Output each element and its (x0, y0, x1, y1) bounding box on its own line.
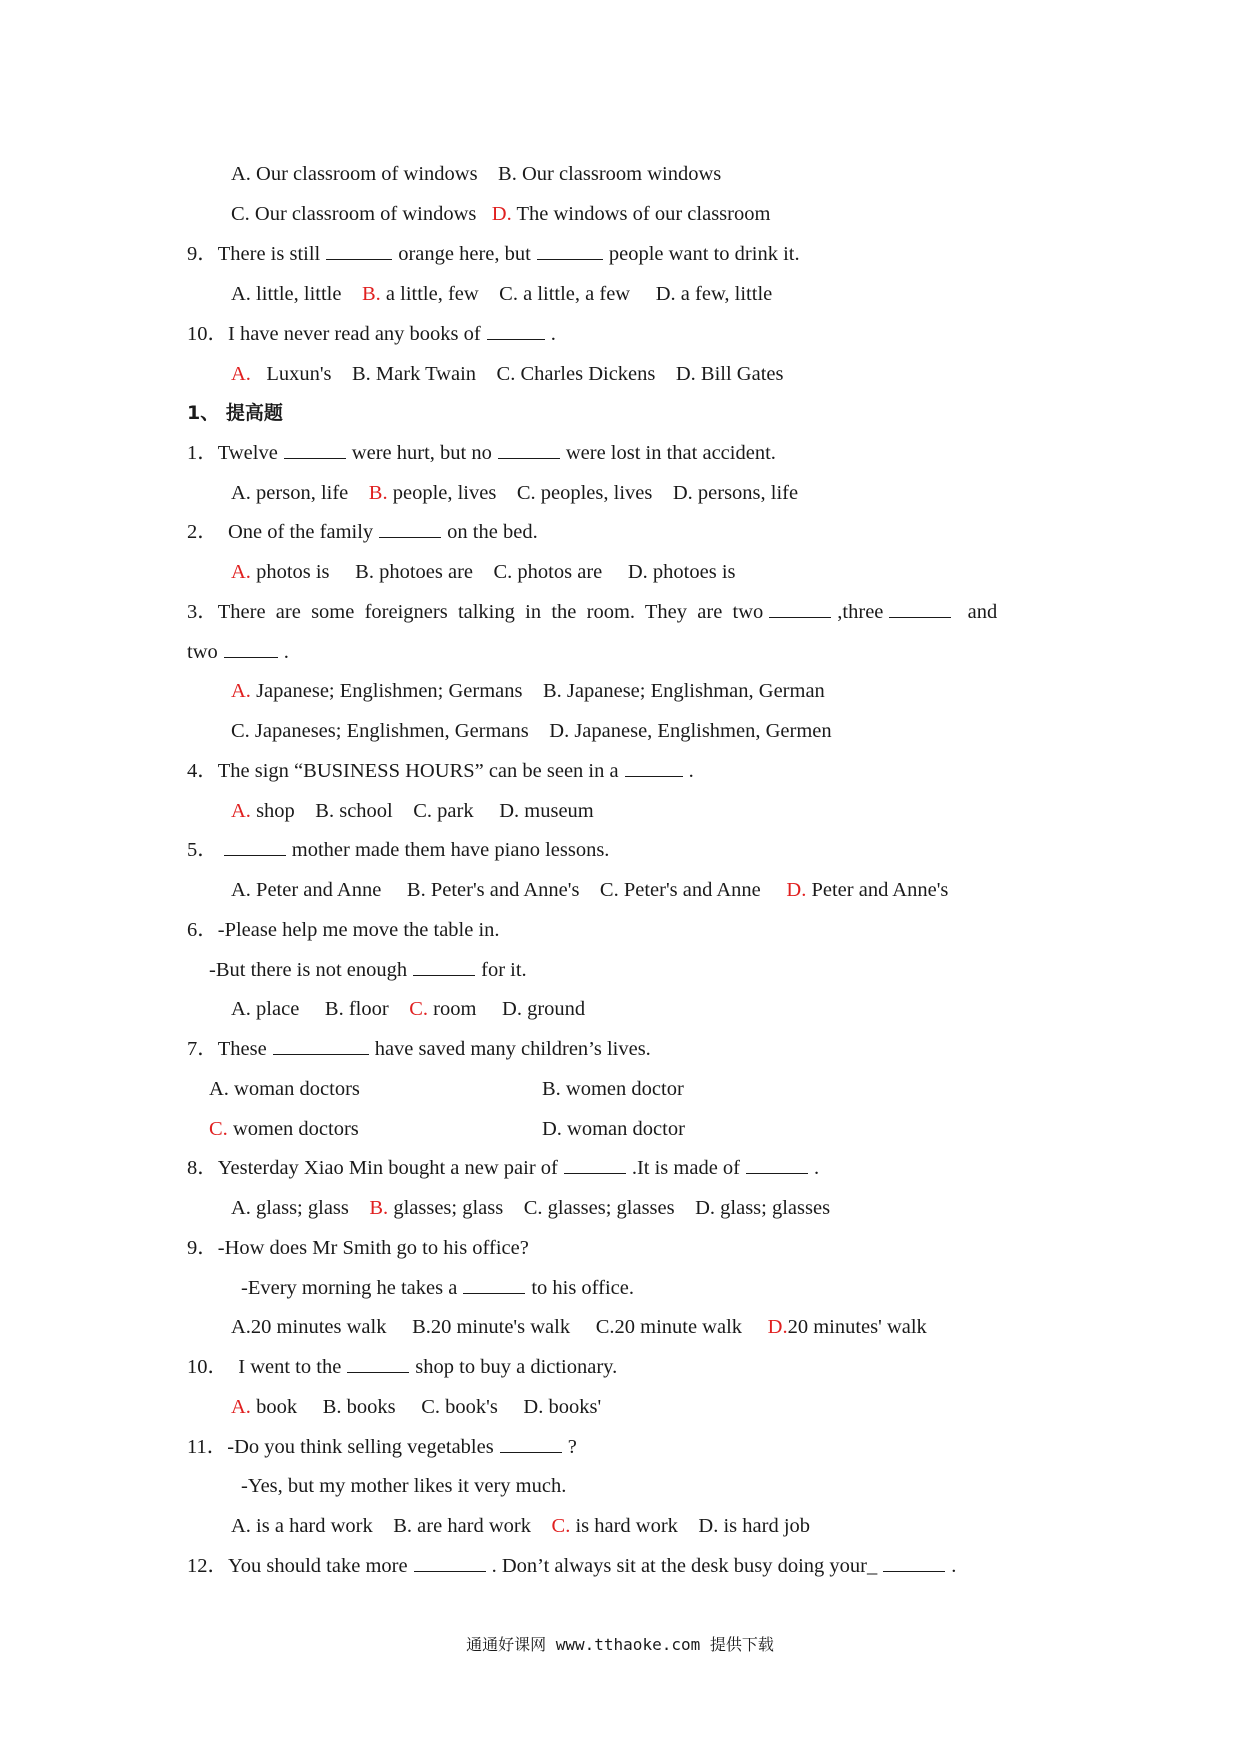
question-line (231, 281, 772, 307)
line-text: 6．-Please help me move the table in. (187, 919, 500, 941)
section-heading (187, 400, 283, 426)
question-line (187, 321, 556, 347)
line-text: people want to drink it. (608, 243, 800, 265)
line-text: 2． One of the family (187, 521, 374, 543)
question-line (231, 361, 784, 387)
line-text: to his office. (531, 1277, 634, 1299)
line-text: were hurt, but no (351, 442, 492, 464)
line-text: 8．Yesterday Xiao Min bought a new pair of (187, 1157, 558, 1179)
question-line (231, 877, 948, 903)
line-text: A. is a hard work B. are hard work (231, 1515, 552, 1537)
question-line (187, 1354, 617, 1380)
question-line (209, 1076, 360, 1102)
line-text: . (951, 1555, 957, 1577)
line-text: 9．There is still (187, 243, 321, 265)
line-text: A. Peter and Anne B. Peter's and Anne's C. Peter's and Anne (231, 879, 787, 901)
question-line (231, 1513, 810, 1539)
line-text: ,three (837, 601, 884, 623)
answer-blank (414, 1553, 486, 1572)
question-line (241, 1275, 634, 1301)
line-text: C. Japaneses; Englishmen, Germans D. Japanese, Englishmen, Germen (231, 720, 832, 742)
page-footer: 通通好课网 www.tthaoke.com 提供下载 (466, 1635, 774, 1654)
question-line (231, 161, 721, 187)
line-text: -Every morning he takes a (241, 1277, 458, 1299)
answer-blank (537, 241, 603, 260)
question-line (241, 1473, 566, 1499)
line-text: mother made them have piano lessons. (291, 839, 610, 861)
answer-blank (564, 1155, 626, 1174)
line-text: have saved many children’s lives. (374, 1038, 651, 1060)
line-text: 7．These (187, 1038, 267, 1060)
answer-blank (224, 639, 278, 658)
question-line (542, 1116, 685, 1142)
answer-key-letter: B. (361, 283, 381, 305)
line-text: 3．There are some foreigners talking in the room. They are two (187, 601, 764, 623)
answer-blank (347, 1354, 409, 1373)
answer-blank (273, 1036, 369, 1055)
line-text: A. person, life (231, 482, 369, 504)
line-text: people, lives C. peoples, lives D. persons, life (387, 482, 799, 504)
answer-blank (883, 1553, 945, 1572)
line-text: shop to buy a dictionary. (415, 1356, 618, 1378)
question-line (209, 957, 527, 983)
question-line (187, 917, 500, 943)
line-text: a little, few C. a little, a few D. a few, little (380, 283, 773, 305)
line-text: A. place B. floor (231, 998, 410, 1020)
line-text: . (688, 760, 694, 782)
line-text: A. Our classroom of windows B. Our classroom windows (231, 163, 722, 185)
question-line (231, 559, 736, 585)
line-text: . (550, 323, 556, 345)
question-line (187, 440, 776, 466)
question-line (187, 639, 289, 665)
answer-blank (413, 957, 475, 976)
question-line (187, 1553, 956, 1579)
line-text: Japanese; Englishmen; Germans B. Japanese; Englishman, German (250, 680, 825, 702)
line-text: were lost in that accident. (565, 442, 776, 464)
question-line (187, 241, 800, 267)
line-text: 10．I have never read any books of (187, 323, 481, 345)
question-line (231, 798, 594, 824)
answer-blank (224, 837, 286, 856)
line-text: 12．You should take more (187, 1555, 408, 1577)
answer-key-letter: C. (409, 998, 429, 1020)
line-text: two (187, 641, 218, 663)
answer-blank (889, 599, 951, 618)
answer-blank (463, 1275, 525, 1294)
line-text: A. woman doctors (209, 1078, 360, 1100)
answer-key-letter: A. (231, 800, 251, 822)
line-text: for it. (481, 959, 527, 981)
question-line (231, 718, 832, 744)
question-line (187, 599, 997, 625)
line-text: A. glass; glass (231, 1197, 370, 1219)
line-text: book B. books C. book's D. books' (250, 1396, 602, 1418)
line-text: ? (567, 1436, 577, 1458)
answer-blank (326, 241, 392, 260)
line-text: room D. ground (428, 998, 586, 1020)
line-text: -Yes, but my mother likes it very much. (241, 1475, 567, 1497)
line-text: . Don’t always sit at the desk busy doing your_ (491, 1555, 878, 1577)
answer-blank (769, 599, 831, 618)
line-text: Luxun's B. Mark Twain C. Charles Dickens D. Bill Gates (250, 363, 784, 385)
question-line (187, 1235, 529, 1261)
answer-key-letter: A. (231, 680, 251, 702)
line-text: -But there is not enough (209, 959, 408, 981)
line-text: 1、 提高题 (187, 402, 283, 424)
question-line (187, 1036, 651, 1062)
line-text: orange here, but (398, 243, 531, 265)
answer-key-letter: A. (231, 1396, 251, 1418)
line-text: women doctors (227, 1118, 359, 1140)
answer-key-letter: D. (786, 879, 807, 901)
question-line (209, 1116, 359, 1142)
line-text: glasses; glass C. glasses; glasses D. glass; glasses (388, 1197, 831, 1219)
line-text: The windows of our classroom (511, 203, 771, 225)
answer-blank (487, 321, 545, 340)
line-text: is hard work D. is hard job (570, 1515, 811, 1537)
line-text: 1．Twelve (187, 442, 278, 464)
answer-key-letter: D. (491, 203, 512, 225)
question-line (231, 996, 585, 1022)
line-text: . (814, 1157, 820, 1179)
question-line (542, 1076, 684, 1102)
line-text: photos is B. photoes are C. photos are D. photoes is (250, 561, 736, 583)
question-line (187, 1155, 819, 1181)
line-text: . (283, 641, 289, 663)
line-text: B. women doctor (542, 1078, 684, 1100)
line-text: .It is made of (631, 1157, 741, 1179)
question-line (231, 1394, 601, 1420)
answer-blank (500, 1434, 562, 1453)
line-text: 9．-How does Mr Smith go to his office? (187, 1237, 529, 1259)
answer-blank (625, 758, 683, 777)
line-text: D. woman doctor (542, 1118, 685, 1140)
line-text: A.20 minutes walk B.20 minute's walk C.20 minute walk (231, 1316, 768, 1338)
question-line (187, 1434, 577, 1460)
line-text: C. Our classroom of windows (231, 203, 492, 225)
line-text: A. little, little (231, 283, 362, 305)
answer-key-letter: A. (231, 561, 251, 583)
line-text: 20 minutes' walk (787, 1316, 927, 1338)
question-line (231, 1314, 927, 1340)
answer-key-letter: A. (231, 363, 251, 385)
answer-key-letter: C. (551, 1515, 571, 1537)
question-line (187, 837, 609, 863)
line-text: and (957, 601, 998, 623)
answer-key-letter: C. (209, 1118, 228, 1140)
answer-blank (498, 440, 560, 459)
answer-blank (379, 519, 441, 538)
line-text: shop B. school C. park D. museum (250, 800, 594, 822)
line-text: 5． (187, 839, 218, 861)
line-text: 4．The sign “BUSINESS HOURS” can be seen in a (187, 760, 619, 782)
line-text: 10． I went to the (187, 1356, 342, 1378)
answer-key-letter: B. (369, 1197, 389, 1219)
line-text: on the bed. (447, 521, 538, 543)
answer-blank (284, 440, 346, 459)
line-text: Peter and Anne's (806, 879, 949, 901)
question-line (187, 519, 538, 545)
question-line (231, 678, 825, 704)
answer-key-letter: D. (767, 1316, 788, 1338)
question-line (231, 201, 770, 227)
answer-blank (746, 1155, 808, 1174)
answer-key-letter: B. (368, 482, 388, 504)
question-line (187, 758, 694, 784)
question-line (231, 480, 798, 506)
line-text: 11．-Do you think selling vegetables (187, 1436, 494, 1458)
question-line (231, 1195, 830, 1221)
